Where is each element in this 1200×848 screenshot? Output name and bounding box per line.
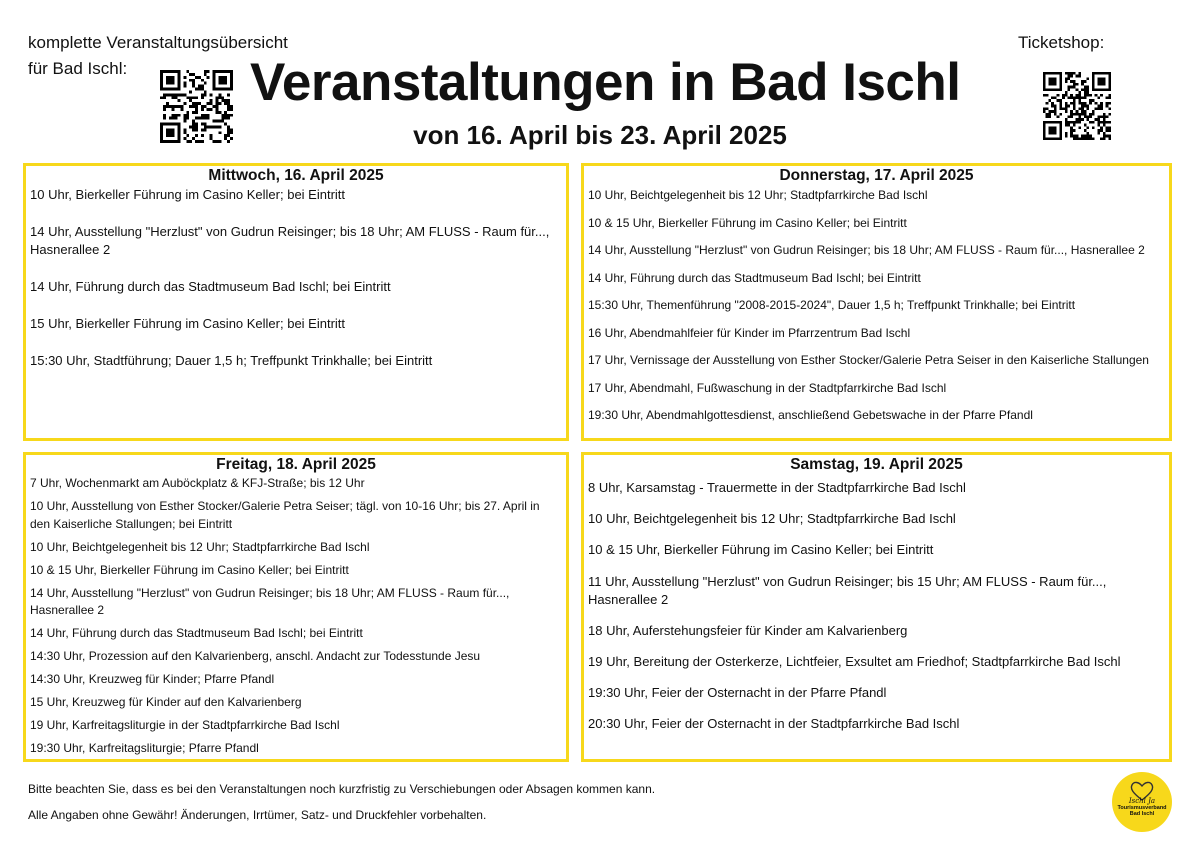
logo-script: Ischl Ja <box>1128 797 1156 805</box>
event-list <box>30 475 562 758</box>
event-item: 14 Uhr, Führung durch das Stadtmuseum Bad Ischl; bei Eintritt <box>30 279 391 294</box>
day-box-wednesday <box>23 163 569 441</box>
event-item: 10 Uhr, Beichtgelegenheit bis 12 Uhr; Stadtpfarrkirche Bad Ischl <box>588 188 928 202</box>
day-box-thursday <box>581 163 1172 441</box>
intro-text <box>28 30 288 82</box>
day-heading: Mittwoch, 16. April 2025 <box>208 167 384 184</box>
day-heading: Donnerstag, 17. April 2025 <box>779 167 974 184</box>
event-item: 15:30 Uhr, Stadtführung; Dauer 1,5 h; Treffpunkt Trinkhalle; bei Eintritt <box>30 353 433 368</box>
day-heading: Samstag, 19. April 2025 <box>790 456 963 473</box>
event-item: 14 Uhr, Ausstellung "Herzlust" von Gudrun Reisinger; bis 18 Uhr; AM FLUSS - Raum für..., Hasnerallee 2 <box>30 224 550 257</box>
event-item: 10 Uhr, Beichtgelegenheit bis 12 Uhr; Stadtpfarrkirche Bad Ischl <box>588 511 956 527</box>
event-item: 10 & 15 Uhr, Bierkeller Führung im Casino Keller; bei Eintritt <box>588 542 934 558</box>
event-item: 20:30 Uhr, Feier der Osternacht in der Stadtpfarrkirche Bad Ischl <box>588 716 960 732</box>
event-item: 16 Uhr, Abendmahlfeier für Kinder im Pfarrzentrum Bad Ischl <box>588 325 911 340</box>
tourism-logo <box>1112 772 1172 832</box>
footer-disclaimer: Alle Angaben ohne Gewähr! Änderungen, Irrtümer, Satz- und Druckfehler vorbehalten. <box>28 808 487 822</box>
event-item: 10 Uhr, Ausstellung von Esther Stocker/Galerie Petra Seiser; tägl. von 10-16 Uhr; bis 27. April in den Kaiserliche Stallungen; bei Eintritt <box>30 499 540 531</box>
event-item: 11 Uhr, Ausstellung "Herzlust" von Gudrun Reisinger; bis 15 Uhr; AM FLUSS - Raum für..., Hasnerallee 2 <box>588 573 1107 607</box>
day-box-saturday <box>581 452 1172 762</box>
ticketshop-label: Ticketshop: <box>1018 33 1105 52</box>
event-list <box>588 479 1165 733</box>
intro-line-1: komplette Veranstaltungsübersicht <box>28 33 288 52</box>
footer <box>28 780 655 832</box>
intro-line-2: für Bad Ischl: <box>28 59 128 78</box>
event-item: 15 Uhr, Bierkeller Führung im Casino Keller; bei Eintritt <box>30 316 346 331</box>
page-title: Veranstaltungen in Bad Ischl <box>250 53 961 112</box>
event-item: 10 Uhr, Bierkeller Führung im Casino Keller; bei Eintritt <box>30 187 346 202</box>
day-box-friday <box>23 452 569 762</box>
event-item: 14 Uhr, Führung durch das Stadtmuseum Bad Ischl; bei Eintritt <box>588 270 921 285</box>
event-list <box>588 186 1165 424</box>
event-item: 19:30 Uhr, Feier der Osternacht in der Pfarre Pfandl <box>588 685 887 701</box>
page-subtitle: von 16. April bis 23. April 2025 <box>413 120 787 150</box>
footer-note: Bitte beachten Sie, dass es bei den Veranstaltungen noch kurzfristig zu Verschiebungen oder Absagen kommen kann. <box>28 782 656 796</box>
event-item: 14 Uhr, Führung durch das Stadtmuseum Bad Ischl; bei Eintritt <box>30 626 363 640</box>
event-item: 15:30 Uhr, Themenführung "2008-2015-2024", Dauer 1,5 h; Treffpunkt Trinkhalle; bei Eintritt <box>588 298 1076 312</box>
event-list <box>30 186 562 370</box>
event-item: 10 & 15 Uhr, Bierkeller Führung im Casino Keller; bei Eintritt <box>588 215 907 230</box>
event-item: 10 Uhr, Beichtgelegenheit bis 12 Uhr; Stadtpfarrkirche Bad Ischl <box>30 539 370 554</box>
event-item: 14 Uhr, Ausstellung "Herzlust" von Gudrun Reisinger; bis 18 Uhr; AM FLUSS - Raum für..., Hasnerallee 2 <box>588 243 1145 257</box>
event-item: 19:30 Uhr, Abendmahlgottesdienst, anschließend Gebetswache in der Pfarre Pfandl <box>588 408 1033 422</box>
event-item: 19 Uhr, Bereitung der Osterkerze, Lichtfeier, Exsultet am Friedhof; Stadtpfarrkirche Bad Ischl <box>588 653 1121 669</box>
day-heading: Freitag, 18. April 2025 <box>216 456 376 473</box>
event-item: 14 Uhr, Ausstellung "Herzlust" von Gudrun Reisinger; bis 18 Uhr; AM FLUSS - Raum für..., Hasnerallee 2 <box>30 585 510 617</box>
event-item: 14:30 Uhr, Prozession auf den Kalvarienberg, anschl. Andacht zur Todesstunde Jesu <box>30 649 481 663</box>
event-item: 15 Uhr, Kreuzweg für Kinder auf den Kalvarienberg <box>30 695 302 709</box>
event-item: 7 Uhr, Wochenmarkt am Auböckplatz & KFJ-Straße; bis 12 Uhr <box>30 476 365 490</box>
event-item: 14:30 Uhr, Kreuzweg für Kinder; Pfarre Pfandl <box>30 672 275 686</box>
event-item: 8 Uhr, Karsamstag - Trauermette in der Stadtpfarrkirche Bad Ischl <box>588 480 966 495</box>
logo-line-1: Tourismusverband <box>1117 805 1167 811</box>
event-item: 10 & 15 Uhr, Bierkeller Führung im Casino Keller; bei Eintritt <box>30 562 349 577</box>
event-item: 19 Uhr, Karfreitagsliturgie in der Stadtpfarrkirche Bad Ischl <box>30 718 340 732</box>
logo-line-2: Bad Ischl <box>1129 811 1155 817</box>
event-item: 17 Uhr, Abendmahl, Fußwaschung in der Stadtpfarrkirche Bad Ischl <box>588 380 947 395</box>
event-item: 19:30 Uhr, Karfreitagsliturgie; Pfarre Pfandl <box>30 741 259 755</box>
event-item: 17 Uhr, Vernissage der Ausstellung von Esther Stocker/Galerie Petra Seiser in den Kaiserliche Stallungen <box>588 353 1149 367</box>
event-item: 18 Uhr, Auferstehungsfeier für Kinder am Kalvarienberg <box>588 622 908 638</box>
